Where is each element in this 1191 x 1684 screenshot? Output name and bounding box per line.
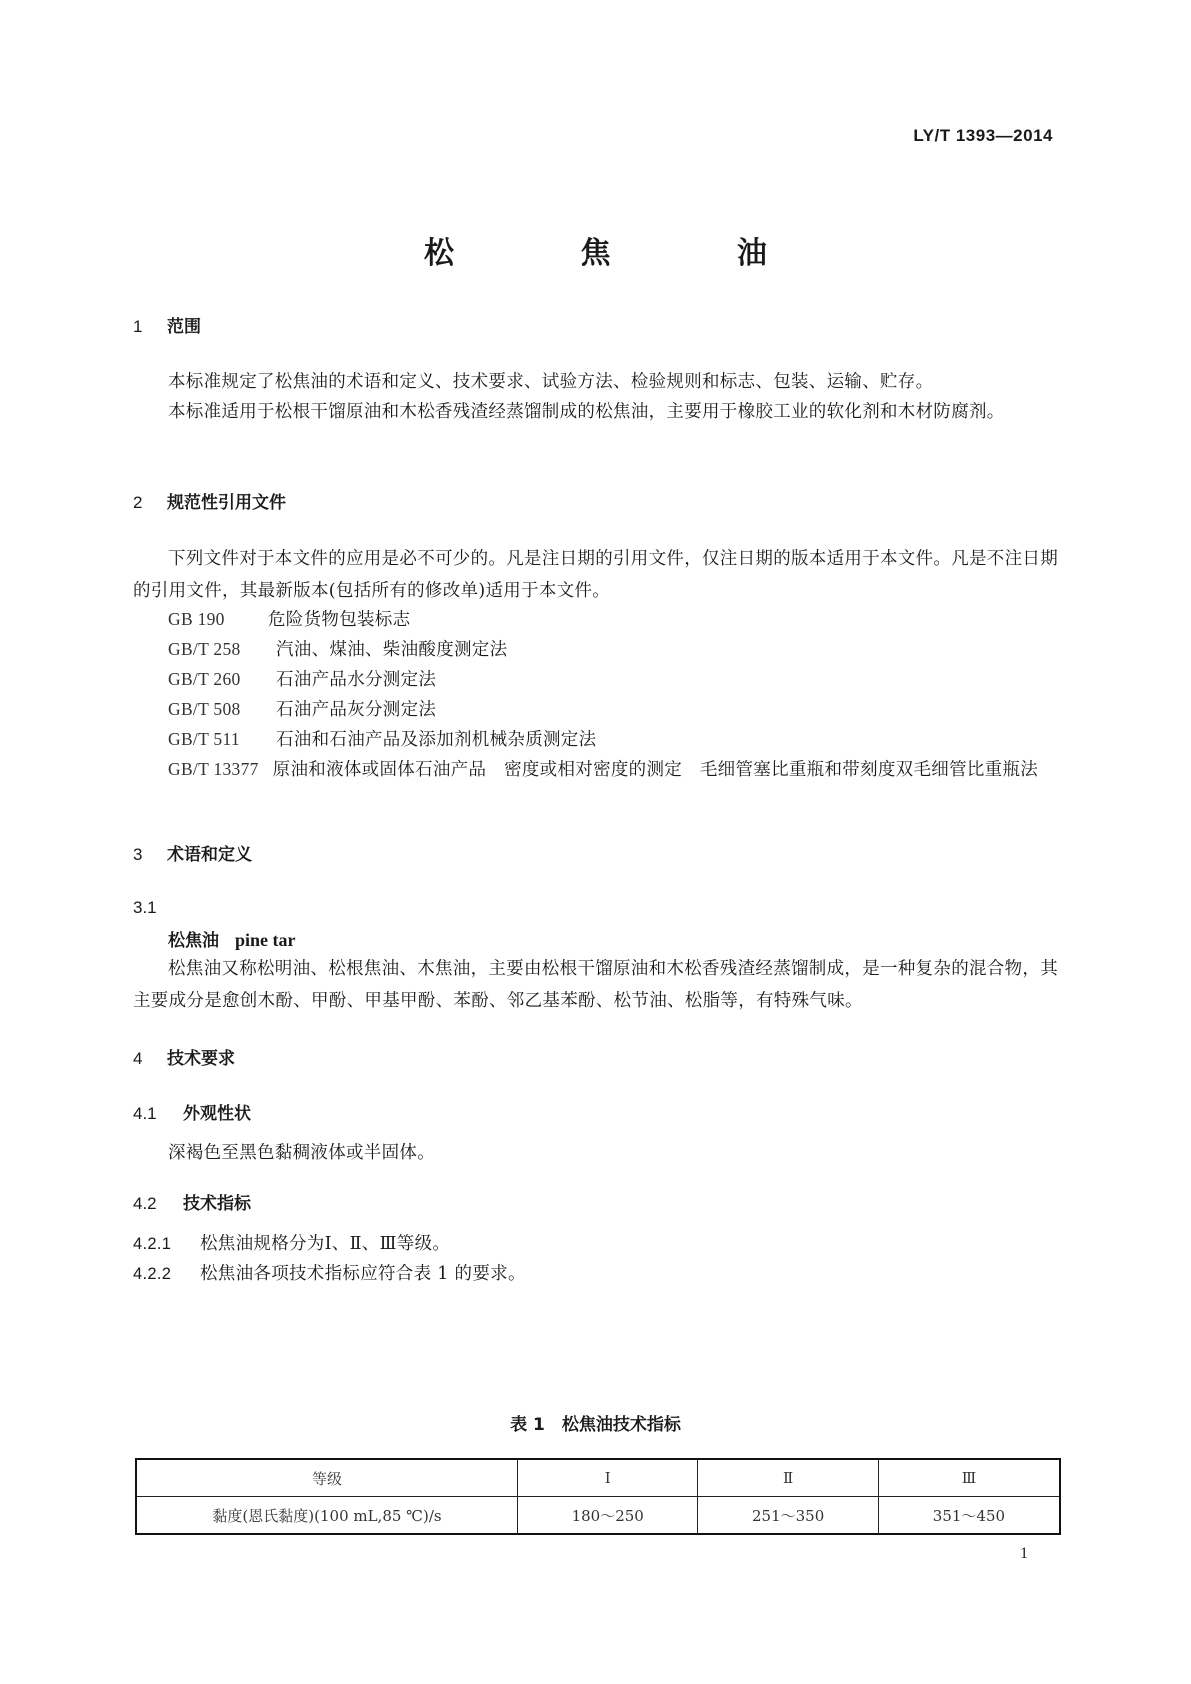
section-4-1-heading — [133, 1099, 251, 1124]
reference-code: GB/T 511 — [168, 729, 240, 749]
reference-item-long — [133, 753, 1058, 786]
clause-number: 4.2.1 — [133, 1235, 172, 1253]
clause-4-2-2 — [133, 1260, 526, 1285]
clause-3-1-number: 3.1 — [133, 898, 157, 917]
reference-code: GB/T 258 — [168, 639, 241, 659]
reference-item — [168, 723, 596, 756]
table-cell: 351～450 — [878, 1497, 1060, 1535]
term-chinese: 松焦油 — [168, 931, 219, 951]
reference-title: 石油产品水分测定法 — [276, 670, 437, 690]
section-1-para-1: 本标准规定了松焦油的术语和定义、技术要求、试验方法、检验规则和标志、包装、运输、贮存。 — [168, 372, 934, 392]
reference-code: GB 190 — [168, 609, 225, 629]
section-number: 2 — [133, 493, 143, 512]
section-title: 技术指标 — [183, 1194, 251, 1214]
clause-text: 松焦油规格分为Ⅰ、Ⅱ、Ⅲ等级。 — [200, 1234, 451, 1254]
reference-code: GB/T 13377 — [168, 759, 259, 779]
reference-title: 石油和石油产品及添加剂机械杂质测定法 — [276, 730, 597, 750]
table-row — [136, 1497, 1060, 1535]
section-4-2-heading — [133, 1189, 251, 1214]
section-title: 范围 — [167, 317, 201, 337]
table-header-cell: Ⅱ — [698, 1459, 878, 1497]
reference-code: GB/T 508 — [168, 699, 241, 719]
page-number: 1 — [1020, 1545, 1028, 1562]
term-entry — [168, 926, 296, 951]
reference-item — [168, 633, 507, 666]
reference-item — [168, 663, 436, 696]
section-4-1-text: 深褐色至黑色黏稠液体或半固体。 — [168, 1143, 435, 1163]
section-1-heading — [133, 312, 201, 337]
reference-code: GB/T 260 — [168, 669, 241, 689]
section-number: 4.2 — [133, 1194, 157, 1213]
reference-item — [168, 603, 410, 636]
section-4-heading — [133, 1044, 235, 1069]
reference-title: 汽油、煤油、柴油酸度测定法 — [276, 640, 508, 660]
section-number: 1 — [133, 317, 143, 336]
clause-4-2-1 — [133, 1230, 450, 1255]
spec-table — [135, 1458, 1061, 1535]
reference-title: 危险货物包装标志 — [268, 610, 411, 630]
table-cell: 251～350 — [698, 1497, 878, 1535]
table-caption: 表 1 松焦油技术指标 — [510, 1415, 681, 1435]
clause-number: 4.2.2 — [133, 1265, 172, 1283]
section-number: 4.1 — [133, 1104, 157, 1123]
reference-item — [168, 693, 436, 726]
section-3-heading — [133, 840, 252, 865]
table-header-row — [136, 1459, 1060, 1497]
term-english: pine tar — [235, 930, 296, 950]
section-number: 4 — [133, 1049, 143, 1068]
section-1-para-2: 本标准适用于松根干馏原油和木松香残渣经蒸馏制成的松焦油，主要用于橡胶工业的软化剂和木材防腐剂。 — [168, 402, 1005, 422]
section-2-heading — [133, 488, 286, 513]
section-title: 技术要求 — [167, 1049, 235, 1069]
table-header-cell: 等级 — [136, 1459, 518, 1497]
section-title: 规范性引用文件 — [167, 493, 286, 513]
document-title: 松 焦 油 — [424, 236, 825, 271]
table-cell: 黏度(恩氏黏度)(100 mL,85 ℃)/s — [136, 1497, 518, 1535]
standard-code: LY/T 1393—2014 — [913, 126, 1053, 145]
section-2-intro: 下列文件对于本文件的应用是必不可少的。凡是注日期的引用文件，仅注日期的版本适用于本文件。凡是不注日期的引用文件，其最新版本(包括所有的修改单)适用于本文件。 — [133, 549, 1058, 601]
section-number: 3 — [133, 845, 143, 864]
term-definition: 松焦油又称松明油、松根焦油、木焦油，主要由松根干馏原油和木松香残渣经蒸馏制成，是一种复杂的混合物，其主要成分是愈创木酚、甲酚、甲基甲酚、苯酚、邻乙基苯酚、松节油、松脂等，有特殊气味。 — [133, 959, 1058, 1011]
table-cell: 180～250 — [518, 1497, 698, 1535]
reference-title: 原油和液体或固体石油产品 密度或相对密度的测定 毛细管塞比重瓶和带刻度双毛细管比重瓶法 — [272, 760, 1039, 780]
reference-title: 石油产品灰分测定法 — [276, 700, 437, 720]
section-title: 外观性状 — [183, 1104, 251, 1124]
clause-text: 松焦油各项技术指标应符合表 1 的要求。 — [200, 1264, 526, 1284]
table-header-cell: Ⅰ — [518, 1459, 698, 1497]
table-header-cell: Ⅲ — [878, 1459, 1060, 1497]
section-title: 术语和定义 — [167, 845, 252, 865]
